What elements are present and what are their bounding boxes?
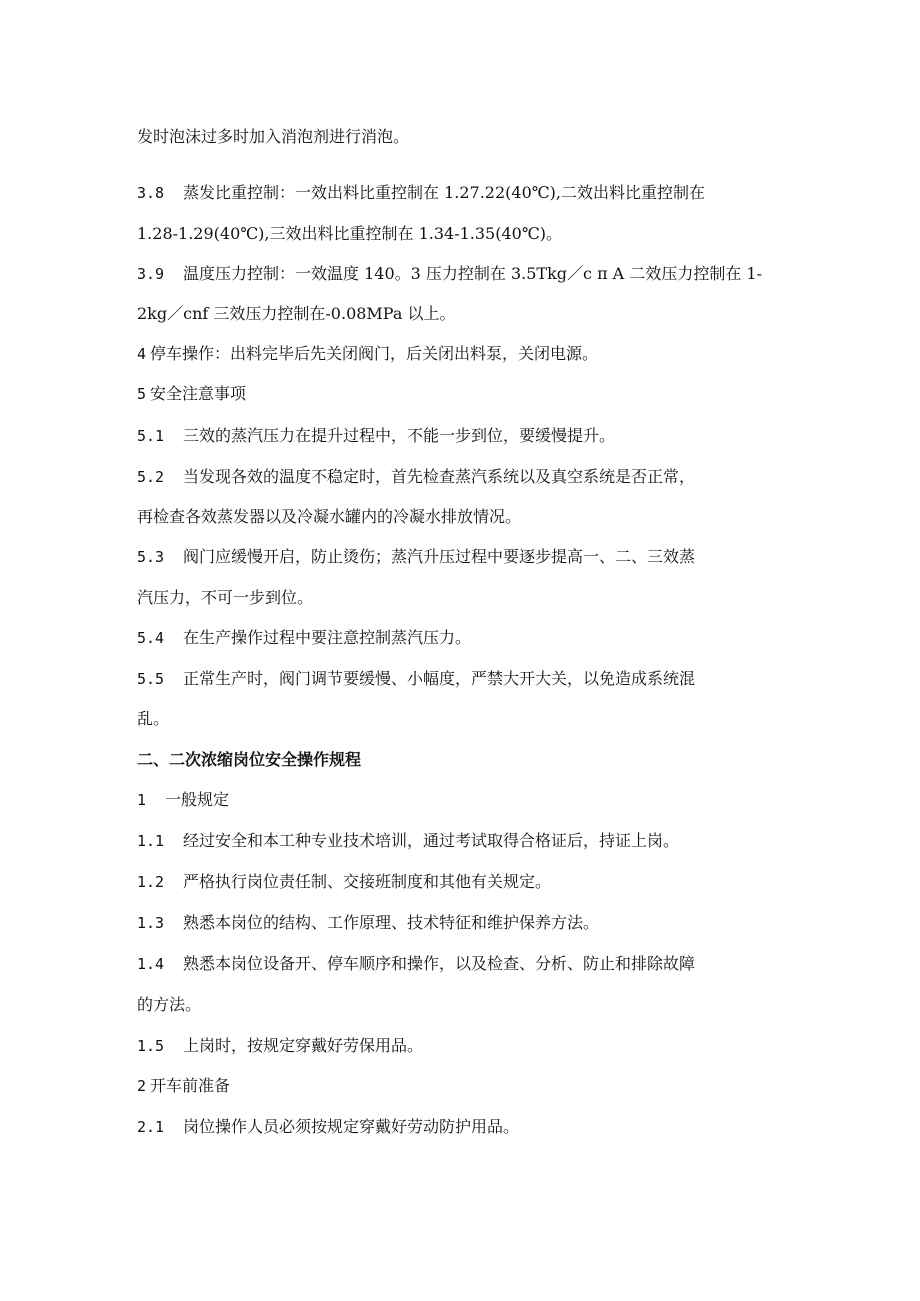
clause-text: 三效的蒸汽压力在提升过程中，不能一步到位，要缓慢提升。 bbox=[183, 426, 616, 445]
clause-text: 温度压力控制：一效温度 140。3 压力控制在 3.5Tkg／c π A 二效压力控制在 1- bbox=[183, 264, 762, 283]
clause-5-5 bbox=[137, 668, 797, 690]
clause-text: 在生产操作过程中要注意控制蒸汽压力。 bbox=[183, 628, 472, 647]
clause-1-4 bbox=[137, 953, 797, 975]
clause-number: 5.3 bbox=[137, 548, 165, 566]
section-heading bbox=[137, 749, 797, 771]
clause-number: 1 bbox=[137, 791, 147, 809]
clause-1-3 bbox=[137, 912, 797, 934]
clause-2-1 bbox=[137, 1116, 797, 1138]
paragraph-line bbox=[137, 994, 797, 1016]
clause-5-2 bbox=[137, 466, 797, 488]
clause-text: 安全注意事项 bbox=[150, 384, 247, 403]
clause-number: 2 bbox=[137, 1077, 147, 1095]
clause-number: 1.5 bbox=[137, 1037, 165, 1055]
clause-number: 5 bbox=[137, 385, 147, 403]
paragraph-line bbox=[137, 506, 797, 528]
clause-text: 经过安全和本工种专业技术培训，通过考试取得合格证后，持证上岗。 bbox=[183, 831, 680, 850]
line-text: 汽压力，不可一步到位。 bbox=[137, 588, 314, 607]
line-text: 乱。 bbox=[137, 709, 170, 728]
paragraph-line bbox=[137, 708, 797, 730]
clause-text: 停车操作：出料完毕后先关闭阀门，后关闭出料泵，关闭电源。 bbox=[150, 344, 599, 363]
clause-number: 5.5 bbox=[137, 670, 165, 688]
clause-text: 开车前准备 bbox=[150, 1076, 231, 1095]
paragraph-line bbox=[137, 223, 797, 245]
clause-1-5 bbox=[137, 1035, 797, 1057]
paragraph-line bbox=[137, 126, 797, 148]
clause-3-8 bbox=[137, 182, 797, 204]
clause-text: 严格执行岗位责任制、交接班制度和其他有关规定。 bbox=[183, 872, 552, 891]
section-heading-text: 二、二次浓缩岗位安全操作规程 bbox=[137, 750, 362, 769]
clause-number: 1.3 bbox=[137, 914, 165, 932]
clause-5-1 bbox=[137, 425, 797, 447]
clause-number: 3.8 bbox=[137, 184, 165, 202]
clause-1 bbox=[137, 789, 797, 811]
clause-text: 熟悉本岗位设备开、停车顺序和操作，以及检查、分析、防止和排除故障 bbox=[183, 954, 696, 973]
line-text: 发时泡沫过多时加入消泡剂进行消泡。 bbox=[137, 127, 410, 146]
clause-text: 一般规定 bbox=[165, 790, 230, 809]
clause-number: 3.9 bbox=[137, 265, 165, 283]
clause-1-1 bbox=[137, 830, 797, 852]
clause-3-9 bbox=[137, 263, 797, 285]
clause-text: 岗位操作人员必须按规定穿戴好劳动防护用品。 bbox=[183, 1117, 520, 1136]
clause-4 bbox=[137, 343, 797, 365]
clause-text: 熟悉本岗位的结构、工作原理、技术特征和维护保养方法。 bbox=[183, 913, 600, 932]
clause-number: 1.1 bbox=[137, 832, 165, 850]
paragraph-line bbox=[137, 303, 797, 325]
clause-text: 阀门应缓慢开启，防止烫伤；蒸汽升压过程中要逐步提高一、二、三效蒸 bbox=[183, 547, 696, 566]
line-text: 再检查各效蒸发器以及冷凝水罐内的冷凝水排放情况。 bbox=[137, 507, 522, 526]
line-text: 2kg／cnf 三效压力控制在-0.08MPa 以上。 bbox=[137, 304, 456, 323]
clause-number: 5.4 bbox=[137, 629, 165, 647]
line-text: 的方法。 bbox=[137, 995, 202, 1014]
clause-text: 上岗时，按规定穿戴好劳保用品。 bbox=[183, 1036, 424, 1055]
clause-number: 5.1 bbox=[137, 427, 165, 445]
clause-number: 4 bbox=[137, 345, 147, 363]
clause-text: 蒸发比重控制：一效出料比重控制在 1.27.22(40℃),二效出料比重控制在 bbox=[183, 183, 705, 202]
clause-number: 2.1 bbox=[137, 1118, 165, 1136]
line-text: 1.28-1.29(40℃),三效出料比重控制在 1.34-1.35(40℃)。 bbox=[137, 224, 562, 243]
clause-5-3 bbox=[137, 546, 797, 568]
clause-number: 1.2 bbox=[137, 873, 165, 891]
clause-1-2 bbox=[137, 871, 797, 893]
paragraph-line bbox=[137, 587, 797, 609]
clause-text: 正常生产时，阀门调节要缓慢、小幅度，严禁大开大关，以免造成系统混 bbox=[183, 669, 696, 688]
clause-5 bbox=[137, 383, 797, 405]
clause-number: 1.4 bbox=[137, 955, 165, 973]
clause-number: 5.2 bbox=[137, 468, 165, 486]
clause-2 bbox=[137, 1075, 797, 1097]
clause-text: 当发现各效的温度不稳定时，首先检查蒸汽系统以及真空系统是否正常， bbox=[183, 467, 696, 486]
clause-5-4 bbox=[137, 627, 797, 649]
